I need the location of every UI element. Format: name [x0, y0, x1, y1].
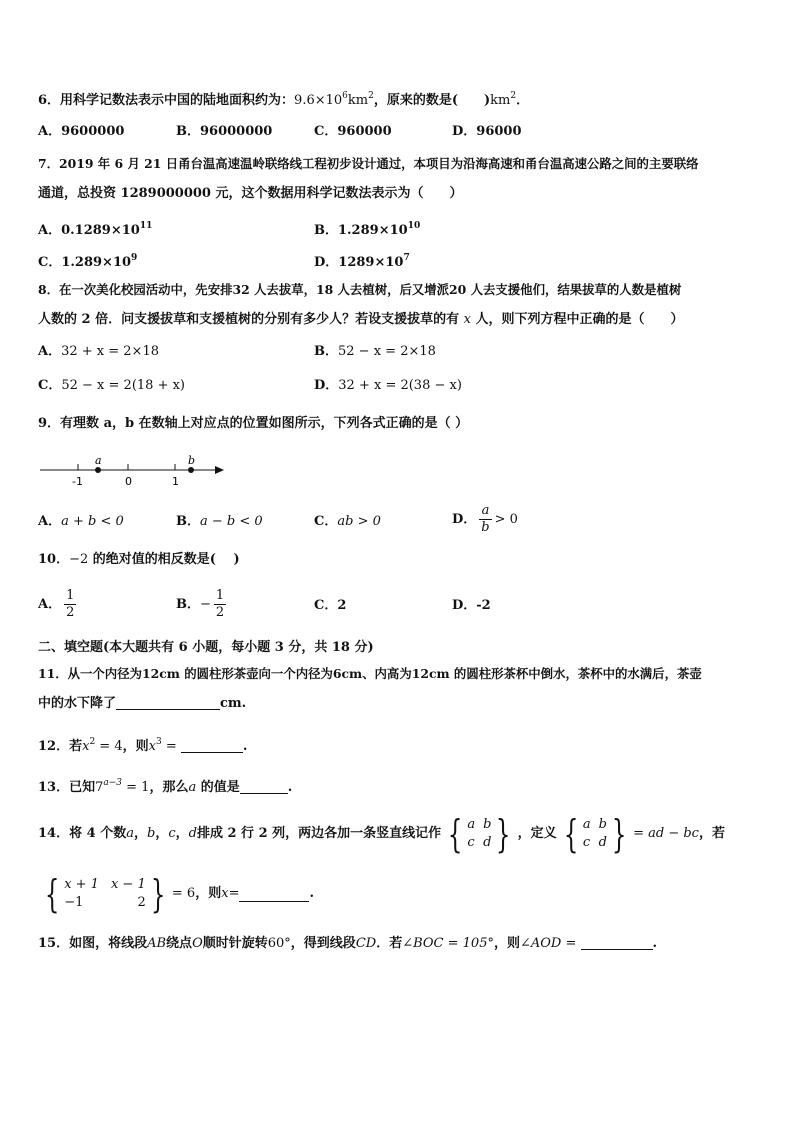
q9-option-a[interactable]	[38, 512, 124, 532]
q14-m-d: d	[483, 835, 492, 850]
q7-option-b[interactable]	[314, 216, 420, 241]
q13-exp: a−3	[103, 778, 123, 788]
q9-option-d-den: b	[481, 520, 490, 535]
point-a-label: a	[95, 454, 102, 467]
q6-unit-exp: 2	[368, 91, 374, 101]
q14-answer-blank[interactable]	[239, 887, 309, 902]
q9-option-c-label: C．	[314, 514, 338, 529]
q8-line2-b: 人，则下列方程中正确的是（ ）	[475, 312, 684, 327]
q9-option-c[interactable]	[314, 512, 381, 532]
q14-def-grid	[583, 817, 607, 851]
question-14-line1: 14．将 4 个数 a ， b ， c ， d 排成 2 行 2 列，两边各加一条竖直线记作 { a b c d } ，定义 { a b c d } = ad − bc ，若	[38, 812, 725, 856]
q8-option-a[interactable]	[38, 342, 159, 362]
q14-eq-right-brace: }	[150, 872, 166, 916]
q10-option-a-fraction	[64, 588, 76, 621]
question-13	[38, 773, 292, 798]
q7-option-d-exp: 7	[403, 253, 410, 263]
question-10-stem	[38, 550, 240, 570]
q8-option-d-label: D．	[314, 378, 339, 393]
q11-text-a: 中的水下降了	[38, 696, 117, 711]
q14-right-brace: }	[496, 812, 511, 856]
q6-expr-base: 9.6×10	[294, 93, 343, 108]
q14-e-11: x + 1	[64, 877, 99, 892]
q7-option-c[interactable]	[38, 248, 137, 273]
q6-option-a[interactable]: A．9600000	[38, 124, 125, 139]
point-a	[95, 467, 101, 473]
q8-option-d-eq: 32 + x = 2(38 − x)	[338, 378, 462, 393]
q15-ang2: ∠AOD =	[519, 936, 581, 951]
q10-option-b-den: 2	[215, 605, 225, 620]
q7-option-c-label: C．1.289×10	[38, 255, 132, 270]
question-8-line1: 8．在一次美化校园活动中，先安排32 人去拔草，18 人去植树，后又增派20 人去支援他们，结果拔草的人数是植树	[38, 282, 682, 297]
q14-e-22: 2	[137, 895, 146, 910]
q14-eq2: = 6	[171, 886, 196, 901]
q10-option-b[interactable]	[176, 588, 229, 621]
q15-ang1: ∠BOC = 105°	[402, 936, 494, 951]
q12-mid: ，则	[122, 739, 149, 754]
q7-option-b-label: B．1.289×10	[314, 223, 408, 238]
q10-option-a-den: 2	[66, 605, 75, 620]
q14-def-right-brace: }	[611, 812, 627, 856]
q6-unit2	[490, 93, 516, 108]
q14-left-brace: {	[447, 812, 463, 856]
question-15	[38, 934, 657, 954]
q10-option-c[interactable]: C．2	[314, 598, 347, 613]
q6-option-d[interactable]: D．96000	[452, 124, 522, 139]
q13-answer-blank[interactable]	[240, 779, 288, 794]
q10-option-a[interactable]	[38, 588, 79, 621]
q14-d-d: d	[598, 835, 607, 850]
q14-matrix-definition	[559, 812, 631, 856]
q14-pre: 14．将 4 个数	[38, 826, 127, 841]
q14-mid1: 排成 2 行 2 列，两边各加一条竖直线记作	[196, 826, 442, 841]
q14-end1: ，若	[698, 826, 725, 841]
question-14-line2	[38, 872, 314, 916]
q14-def: = ad − bc	[633, 826, 699, 841]
q14-m-c: c	[467, 835, 475, 850]
q14-d-a: a	[582, 817, 591, 832]
q14-var-c: c	[168, 826, 176, 841]
q10-option-b-num: 1	[215, 588, 225, 603]
q9-option-c-eq: ab > 0	[337, 514, 381, 529]
q14-def-left-brace: {	[563, 812, 578, 856]
number-line-arrow	[215, 466, 224, 474]
q8-option-c-eq: 52 − x = 2(18 + x)	[61, 378, 185, 393]
q9-option-d-num: a	[481, 503, 490, 518]
q15-o: O	[192, 936, 203, 951]
q14-var-a: a	[126, 826, 134, 841]
q14-mid2: ，定义	[517, 826, 557, 841]
q8-option-a-eq: 32 + x = 2×18	[61, 344, 159, 359]
q13-var: a	[188, 780, 197, 795]
q8-option-d[interactable]	[314, 376, 462, 396]
q12-pre: 12．若	[38, 739, 83, 754]
question-7-line2: 通道，总投资 1289000000 元，这个数据用科学记数法表示为（ ）	[38, 186, 463, 201]
question-9-stem: 9．有理数 a，b 在数轴上对应点的位置如图所示，下列各式正确的是（ ）	[38, 416, 469, 431]
point-b	[188, 467, 194, 473]
q15-pre: 15．如图，将线段	[38, 936, 148, 951]
q13-eq: = 1	[122, 780, 150, 795]
q12-eq1: = 4	[95, 739, 123, 754]
q8-option-a-label: A．	[38, 344, 62, 359]
q14-e-12: x − 1	[110, 877, 146, 892]
q14-matrix-notation	[443, 812, 515, 856]
q9-option-d[interactable]	[452, 503, 518, 536]
q12-x1: x	[82, 739, 90, 754]
q12-exp1: 2	[89, 737, 96, 747]
q7-option-b-exp: 10	[407, 221, 421, 231]
q14-eq-left-brace: {	[44, 872, 60, 916]
question-6-stem	[38, 86, 529, 111]
q14-matrix-equation	[40, 872, 170, 916]
q15-t2: 顺时针旋转	[202, 936, 268, 951]
q10-pre: 10．	[38, 552, 70, 567]
q6-unit2-base: km	[490, 93, 511, 108]
q15-t3: ，得到线段	[290, 936, 356, 951]
question-12	[38, 732, 247, 757]
q11-text-b: cm.	[220, 696, 247, 711]
q12-x2: x	[148, 739, 156, 754]
q6-unit2-exp: 2	[510, 91, 517, 101]
q12-exp2: 3	[155, 737, 162, 747]
q13-mid: ，那么	[149, 780, 189, 795]
q13-end: .	[287, 780, 293, 795]
q9-option-a-label: A．	[38, 514, 62, 529]
q14-d-b: b	[598, 817, 607, 832]
q6-option-b[interactable]: B．96000000	[176, 124, 273, 139]
label-0: 0	[125, 475, 132, 488]
q14-then: ，则	[195, 886, 222, 901]
q9-option-d-rest: > 0	[494, 511, 518, 527]
q7-option-a-label: A．0.1289×10	[38, 223, 140, 238]
q14-var-d: d	[188, 826, 197, 841]
q10-option-b-sign: −	[200, 596, 211, 612]
point-b-label: b	[188, 454, 196, 467]
q13-post: 的值是	[200, 780, 240, 795]
question-8-line2	[38, 310, 684, 330]
q7-option-d[interactable]	[314, 248, 410, 273]
q9-option-b-eq: a − b < 0	[200, 514, 263, 529]
q14-x: x	[221, 886, 229, 901]
q10-option-b-label: B．	[176, 596, 200, 612]
q8-option-b-eq: 52 − x = 2×18	[338, 344, 436, 359]
q11-answer-blank[interactable]	[116, 695, 220, 710]
label-1: 1	[172, 475, 179, 488]
q10-text: 的绝对值的相反数是( )	[92, 552, 240, 567]
q8-option-b-label: B．	[314, 344, 338, 359]
q12-answer-blank[interactable]	[181, 738, 243, 753]
q12-eq2: =	[161, 739, 181, 754]
q12-end: .	[242, 739, 248, 754]
q14-d-c: c	[582, 835, 591, 850]
q15-t1: 绕点	[166, 936, 193, 951]
q15-t4: ．若	[376, 936, 403, 951]
question-7-line1: 7．2019 年 6 月 21 日甬台温高速温岭联络线工程初步设计通过，本项目为沿海高速和甬台温高速公路之间的主要联络	[38, 156, 699, 171]
q15-deg: 60°	[267, 936, 291, 951]
q6-text-b: ，原来的数是( )	[373, 93, 491, 108]
q15-ab: AB	[147, 936, 167, 951]
label-minus-1: -1	[72, 475, 83, 488]
q14-eqs: =	[228, 886, 240, 901]
q6-end: ．	[516, 93, 530, 108]
q7-option-a[interactable]	[38, 216, 152, 241]
q8-option-c[interactable]	[38, 376, 185, 396]
q10-option-a-num: 1	[66, 588, 75, 603]
q6-option-c[interactable]: C．960000	[314, 124, 392, 139]
q14-end2: .	[309, 886, 314, 901]
q14-m-a: a	[467, 817, 476, 832]
question-11-line2	[38, 694, 246, 714]
q13-pre: 13．已知	[38, 780, 96, 795]
q8-var: x	[463, 312, 471, 327]
q10-option-d[interactable]: D．-2	[452, 598, 491, 613]
q6-expr-exp: 6	[342, 91, 348, 101]
section-2-heading: 二、填空题(本大题共有 6 小题，每小题 3 分，共 18 分)	[38, 640, 374, 655]
question-11-line1: 11．从一个内径为12cm 的圆柱形茶壶向一个内径为6cm、内高为12cm 的圆柱形茶杯中倒水，茶杯中的水满后，茶壶	[38, 666, 702, 681]
q14-e-21: −1	[64, 895, 84, 910]
q14-var-b: b	[146, 826, 156, 841]
q14-matrix-grid	[467, 817, 491, 851]
q8-line2-a: 人数的 2 倍．问支援拔草和支援植树的分别有多少人？若设支援拔草的有	[38, 312, 460, 327]
q13-base: 7	[95, 780, 104, 795]
q15-answer-blank[interactable]	[581, 935, 653, 950]
q7-option-a-exp: 11	[139, 221, 153, 231]
q9-option-b[interactable]	[176, 512, 263, 532]
q14-m-b: b	[483, 817, 492, 832]
q6-unit: km	[347, 93, 369, 108]
q15-cd: CD	[355, 936, 377, 951]
q9-option-d-label: D．	[452, 511, 477, 527]
q15-t5: ，则	[493, 936, 520, 951]
q7-option-c-exp: 9	[131, 253, 138, 263]
q7-option-d-label: D．1289×10	[314, 255, 404, 270]
q10-expr: −2	[69, 552, 89, 567]
number-line-figure	[38, 448, 228, 492]
q9-option-b-label: B．	[176, 514, 200, 529]
q9-option-d-fraction	[479, 503, 491, 536]
q14-eq-grid	[64, 877, 146, 911]
q15-end: .	[652, 936, 658, 951]
q8-option-c-label: C．	[38, 378, 62, 393]
q6-expr	[294, 93, 374, 108]
q6-text-a: 6．用科学记数法表示中国的陆地面积约为：	[38, 93, 295, 108]
q9-option-a-eq: a + b < 0	[61, 514, 124, 529]
q10-option-a-label: A．	[38, 596, 62, 612]
q8-option-b[interactable]	[314, 342, 436, 362]
q10-option-b-fraction	[214, 588, 226, 621]
